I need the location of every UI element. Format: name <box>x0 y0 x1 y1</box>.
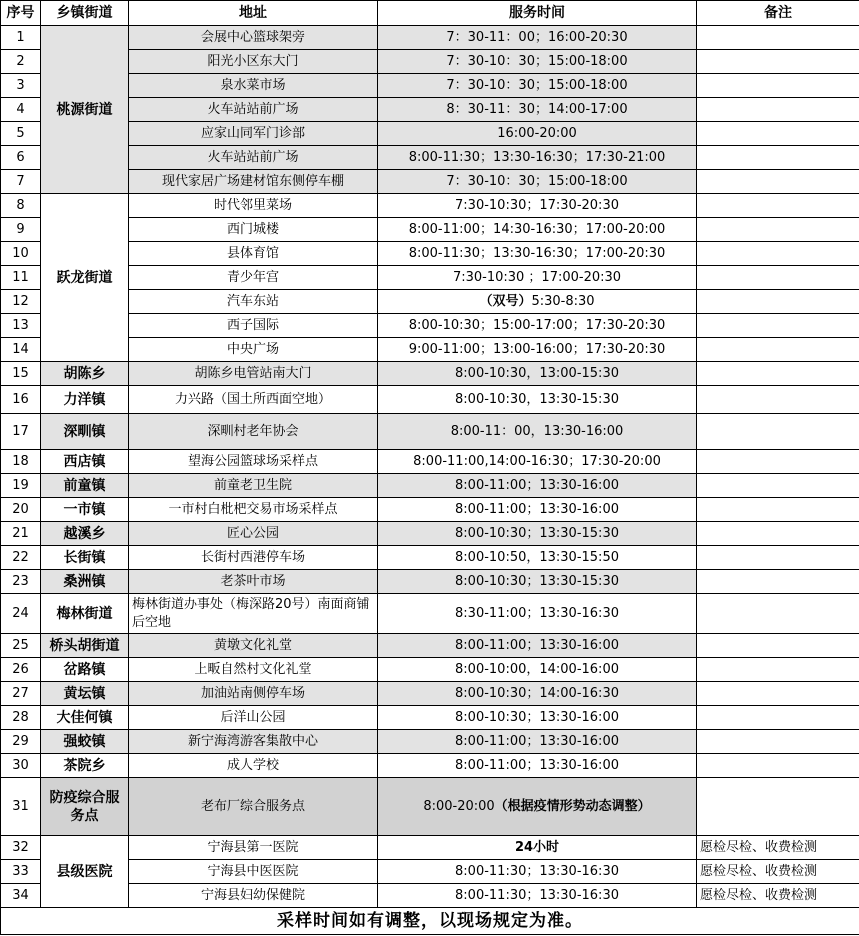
time-text: 5:30-8:30 <box>531 293 595 309</box>
note-cell <box>697 658 859 682</box>
header-no: 序号 <box>1 1 41 26</box>
row-no: 7 <box>1 170 41 194</box>
note-cell <box>697 362 859 386</box>
time-cell: 7：30-11：00；16:00-20:30 <box>378 26 697 50</box>
address-cell: 新宁海湾游客集散中心 <box>129 730 378 754</box>
note-cell <box>697 730 859 754</box>
row-no: 9 <box>1 218 41 242</box>
address-cell: 望海公园篮球场采样点 <box>129 450 378 474</box>
note-cell: 愿检尽检、收费检测 <box>697 860 859 884</box>
town-cell: 茶院乡 <box>41 754 129 778</box>
row-no: 25 <box>1 634 41 658</box>
table-row <box>1 338 859 362</box>
row-no: 16 <box>1 386 41 414</box>
row-no: 34 <box>1 884 41 908</box>
table-row <box>1 50 859 74</box>
note-cell <box>697 522 859 546</box>
time-cell: 9:00-11:00；13:00-16:00；17:30-20:30 <box>378 338 697 362</box>
address-cell: 一市村白枇杷交易市场采样点 <box>129 498 378 522</box>
row-no: 23 <box>1 570 41 594</box>
address-cell: 应家山同军门诊部 <box>129 122 378 146</box>
note-cell <box>697 194 859 218</box>
row-no: 26 <box>1 658 41 682</box>
address-cell: 中央广场 <box>129 338 378 362</box>
table-row <box>1 362 859 386</box>
note-cell <box>697 450 859 474</box>
note-cell <box>697 290 859 314</box>
time-cell: 8:00-10:30；13:30-15:30 <box>378 570 697 594</box>
note-cell <box>697 50 859 74</box>
time-cell: 8:00-11:30；13:30-16:30 <box>378 884 697 908</box>
table-row <box>1 450 859 474</box>
row-no: 29 <box>1 730 41 754</box>
town-cell: 强蛟镇 <box>41 730 129 754</box>
time-cell: 8:00-11:00；14:30-16:30；17:00-20:00 <box>378 218 697 242</box>
address-cell: 火车站站前广场 <box>129 98 378 122</box>
note-cell <box>697 218 859 242</box>
table-row <box>1 74 859 98</box>
row-no: 31 <box>1 778 41 836</box>
note-cell <box>697 146 859 170</box>
row-no: 4 <box>1 98 41 122</box>
time-cell: 7：30-10：30；15:00-18:00 <box>378 74 697 98</box>
note-cell <box>697 26 859 50</box>
time-cell: 8:00-11：00，13:30-16:00 <box>378 414 697 450</box>
address-cell: 青少年宫 <box>129 266 378 290</box>
table-row <box>1 546 859 570</box>
table-row <box>1 706 859 730</box>
table-row <box>1 194 859 218</box>
time-cell: 8:00-11:00；13:30-16:00 <box>378 634 697 658</box>
time-cell <box>378 836 697 860</box>
note-cell <box>697 754 859 778</box>
header-address: 地址 <box>129 1 378 26</box>
town-cell: 岔路镇 <box>41 658 129 682</box>
address-cell: 西子国际 <box>129 314 378 338</box>
address-cell: 加油站南侧停车场 <box>129 682 378 706</box>
town-cell: 跃龙街道 <box>41 194 129 362</box>
address-cell: 现代家居广场建材馆东侧停车棚 <box>129 170 378 194</box>
table-row <box>1 522 859 546</box>
header-row <box>1 1 859 26</box>
row-no: 28 <box>1 706 41 730</box>
note-cell <box>697 122 859 146</box>
table-row <box>1 122 859 146</box>
time-cell: 7：30-10：30；15:00-18:00 <box>378 170 697 194</box>
town-cell: 桥头胡街道 <box>41 634 129 658</box>
note-cell <box>697 266 859 290</box>
row-no: 33 <box>1 860 41 884</box>
time-text: 8:00-20:00 <box>423 798 495 814</box>
row-no: 27 <box>1 682 41 706</box>
table-row <box>1 658 859 682</box>
note-cell <box>697 634 859 658</box>
time-cell: 8:00-11:00；13:30-16:00 <box>378 730 697 754</box>
table-row <box>1 754 859 778</box>
town-cell: 防疫综合服务点 <box>41 778 129 836</box>
time-cell: 8:00-11:30；13:30-16:30；17:00-20:30 <box>378 242 697 266</box>
address-cell: 深甽村老年协会 <box>129 414 378 450</box>
address-cell: 梅林街道办事处（梅深路20号）南面商铺后空地 <box>129 594 378 634</box>
row-no: 2 <box>1 50 41 74</box>
town-cell: 桑洲镇 <box>41 570 129 594</box>
row-no: 19 <box>1 474 41 498</box>
footer-row <box>1 908 859 935</box>
address-cell: 后洋山公园 <box>129 706 378 730</box>
time-cell: 8:00-11:30；13:30-16:30；17:30-21:00 <box>378 146 697 170</box>
address-cell: 西门城楼 <box>129 218 378 242</box>
note-cell <box>697 778 859 836</box>
header-service-time: 服务时间 <box>378 1 697 26</box>
address-cell: 匠心公园 <box>129 522 378 546</box>
row-no: 5 <box>1 122 41 146</box>
note-cell <box>697 386 859 414</box>
time-cell <box>378 778 697 836</box>
note-cell: 愿检尽检、收费检测 <box>697 836 859 860</box>
town-cell: 深甽镇 <box>41 414 129 450</box>
town-cell: 西店镇 <box>41 450 129 474</box>
row-no: 3 <box>1 74 41 98</box>
address-cell: 泉水菜市场 <box>129 74 378 98</box>
address-cell: 火车站站前广场 <box>129 146 378 170</box>
note-cell <box>697 682 859 706</box>
row-no: 24 <box>1 594 41 634</box>
row-no: 11 <box>1 266 41 290</box>
row-no: 8 <box>1 194 41 218</box>
table-row <box>1 314 859 338</box>
time-cell: 8:00-10:30，13:00-15:30 <box>378 362 697 386</box>
address-cell: 宁海县妇幼保健院 <box>129 884 378 908</box>
table-row <box>1 146 859 170</box>
row-no: 32 <box>1 836 41 860</box>
row-no: 30 <box>1 754 41 778</box>
note-cell <box>697 74 859 98</box>
table-row <box>1 730 859 754</box>
address-cell: 会展中心篮球架旁 <box>129 26 378 50</box>
note-cell <box>697 242 859 266</box>
time-cell: 8:00-10:00，14:00-16:00 <box>378 658 697 682</box>
time-cell: 7:30-10:30 ；17:00-20:30 <box>378 266 697 290</box>
table-row <box>1 836 859 860</box>
address-cell: 上畈自然村文化礼堂 <box>129 658 378 682</box>
address-cell: 前童老卫生院 <box>129 474 378 498</box>
town-cell: 梅林街道 <box>41 594 129 634</box>
address-cell: 成人学校 <box>129 754 378 778</box>
note-cell <box>697 706 859 730</box>
time-bold-text: （根据疫情形势动态调整） <box>494 798 651 814</box>
note-cell <box>697 98 859 122</box>
address-cell: 长街村西港停车场 <box>129 546 378 570</box>
note-cell <box>697 546 859 570</box>
address-cell: 胡陈乡电管站南大门 <box>129 362 378 386</box>
footer-note: 采样时间如有调整，以现场规定为准。 <box>1 908 859 935</box>
address-cell: 宁海县中医医院 <box>129 860 378 884</box>
table-row <box>1 498 859 522</box>
time-cell: 8:00-10:30，13:30-15:30 <box>378 386 697 414</box>
time-cell: 8:00-11:00；13:30-16:00 <box>378 498 697 522</box>
row-no: 15 <box>1 362 41 386</box>
note-cell <box>697 414 859 450</box>
table-row <box>1 386 859 414</box>
town-cell: 前童镇 <box>41 474 129 498</box>
row-no: 10 <box>1 242 41 266</box>
table-row <box>1 170 859 194</box>
note-cell <box>697 474 859 498</box>
header-note: 备注 <box>697 1 859 26</box>
table-row <box>1 634 859 658</box>
row-no: 22 <box>1 546 41 570</box>
row-no: 17 <box>1 414 41 450</box>
town-cell: 大佳何镇 <box>41 706 129 730</box>
time-cell: 8:00-10:30；14:00-16:30 <box>378 682 697 706</box>
time-cell: 8:00-10:50，13:30-15:50 <box>378 546 697 570</box>
address-cell: 时代邻里菜场 <box>129 194 378 218</box>
time-cell: 8:30-11:00；13:30-16:30 <box>378 594 697 634</box>
note-cell <box>697 314 859 338</box>
table-row <box>1 266 859 290</box>
time-cell: 8:00-11:00,14:00-16:30；17:30-20:00 <box>378 450 697 474</box>
table-row <box>1 242 859 266</box>
table-row <box>1 860 859 884</box>
time-bold-text: 24小时 <box>514 839 560 855</box>
row-no: 18 <box>1 450 41 474</box>
town-cell: 胡陈乡 <box>41 362 129 386</box>
row-no: 12 <box>1 290 41 314</box>
time-bold-text: （双号） <box>479 293 532 309</box>
table-row <box>1 682 859 706</box>
table-row <box>1 414 859 450</box>
address-cell: 老茶叶市场 <box>129 570 378 594</box>
time-cell: 8:00-11:30；13:30-16:30 <box>378 860 697 884</box>
row-no: 6 <box>1 146 41 170</box>
note-cell <box>697 570 859 594</box>
time-cell: 8:00-10:30；13:30-16:00 <box>378 706 697 730</box>
table-row <box>1 594 859 634</box>
address-cell: 宁海县第一医院 <box>129 836 378 860</box>
note-cell <box>697 338 859 362</box>
time-cell: 7:30-10:30；17:30-20:30 <box>378 194 697 218</box>
table-row <box>1 290 859 314</box>
address-cell: 老布厂综合服务点 <box>129 778 378 836</box>
row-no: 20 <box>1 498 41 522</box>
note-cell <box>697 594 859 634</box>
town-cell: 长街镇 <box>41 546 129 570</box>
row-no: 1 <box>1 26 41 50</box>
table-row <box>1 778 859 836</box>
table-row <box>1 570 859 594</box>
time-cell <box>378 290 697 314</box>
address-cell: 黄墩文化礼堂 <box>129 634 378 658</box>
row-no: 13 <box>1 314 41 338</box>
table-row <box>1 474 859 498</box>
time-cell: 8:00-11:00；13:30-16:00 <box>378 754 697 778</box>
address-cell: 力兴路（国土所西面空地） <box>129 386 378 414</box>
row-no: 14 <box>1 338 41 362</box>
note-cell <box>697 498 859 522</box>
table-row <box>1 884 859 908</box>
address-cell: 阳光小区东大门 <box>129 50 378 74</box>
note-cell <box>697 170 859 194</box>
time-cell: 8：30-11：30；14:00-17:00 <box>378 98 697 122</box>
time-cell: 7：30-10：30；15:00-18:00 <box>378 50 697 74</box>
town-cell: 黄坛镇 <box>41 682 129 706</box>
time-cell: 8:00-10:30；15:00-17:00；17:30-20:30 <box>378 314 697 338</box>
table-row <box>1 26 859 50</box>
table-row <box>1 98 859 122</box>
time-cell: 8:00-10:30；13:30-15:30 <box>378 522 697 546</box>
row-no: 21 <box>1 522 41 546</box>
note-cell: 愿检尽检、收费检测 <box>697 884 859 908</box>
town-cell: 桃源街道 <box>41 26 129 194</box>
town-cell: 县级医院 <box>41 836 129 908</box>
address-cell: 汽车东站 <box>129 290 378 314</box>
table-row <box>1 218 859 242</box>
town-cell: 力洋镇 <box>41 386 129 414</box>
time-cell: 8:00-11:00；13:30-16:00 <box>378 474 697 498</box>
header-town: 乡镇街道 <box>41 1 129 26</box>
time-cell: 16:00-20:00 <box>378 122 697 146</box>
town-cell: 越溪乡 <box>41 522 129 546</box>
address-cell: 县体育馆 <box>129 242 378 266</box>
town-cell: 一市镇 <box>41 498 129 522</box>
